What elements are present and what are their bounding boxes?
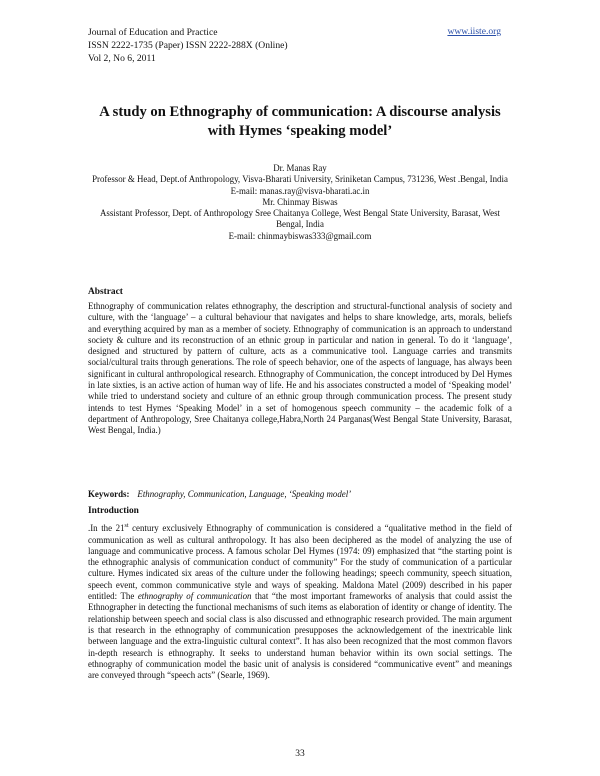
keywords-line [88, 489, 512, 499]
intro-text-end: that “the most important frameworks of analysis that could assist the Ethnographer in detecting the functional mechanisms of such items as elaboration of identity or change of identity. The relationship between speech and social class is also discussed and ethnographic research provided. The main argument is that research in the ethnography of communication presupposes the acknowledgement of the inextricable link between language and the extra-linguistic cultural context”. It has also been recognized that the most common flavors in-depth research is ethnography. It seeks to understand human behavior within its own social settings. The ethnography of communication model the basic unit of analysis is considered “communicative event” and meanings are conveyed through “speech acts” (Searle, 1969). [88, 591, 512, 681]
keywords-text: Ethnography, Communication, Language, ‘Speaking model’ [137, 489, 352, 499]
intro-text-start: .In the 21 [88, 523, 125, 534]
intro-text-middle: century exclusively Ethnography of communication is considered a “qualitative method in the field of communication as well as cultural anthropology. It has also been deciphered as the model of analyzing the use of language and communicative process. A famous scholar Del Hymes (1974: 09) emphasized that “the starting point is the ethnographic analysis of communication conduct of community” For the study of communication of a particular culture. Hymes indicated six areas of the culture under the following headings; speech community, speech situation, speech event, common communicative style and ways of speaking. Maldona Matel (2009) described in his paper entitled: The [88, 523, 512, 602]
introduction-heading: Introduction [88, 506, 139, 516]
author-block [88, 163, 512, 242]
page-number: 33 [295, 749, 305, 759]
author1-name: Dr. Manas Ray [273, 163, 327, 173]
paper-title: A study on Ethnography of communication: A discourse analysis with Hymes ‘speaking model’ [99, 104, 501, 139]
journal-header [88, 26, 288, 65]
journal-issn: ISSN 2222-1735 (Paper) ISSN 2222-288X (Online) [88, 40, 288, 51]
intro-italic-title: ethnography of communication [137, 591, 252, 602]
journal-volume: Vol 2, No 6, 2011 [88, 53, 156, 64]
journal-name: Journal of Education and Practice [88, 27, 218, 38]
author2-email: E-mail: chinmaybiswas333@gmail.com [228, 230, 372, 241]
intro-superscript: st [124, 523, 129, 530]
author2-affiliation: Assistant Professor, Dept. of Anthropology Sree Chaitanya College, West Bengal State University, Barasat, West Bengal, India [99, 208, 501, 230]
abstract-heading: Abstract [88, 287, 123, 297]
introduction-paragraph [88, 523, 512, 681]
introduction-section [88, 506, 512, 681]
keywords-label: Keywords: [88, 489, 130, 499]
author2-name: Mr. Chinmay Biswas [262, 196, 338, 207]
abstract-text: Ethnography of communication relates ethnography, the description and structural-functional analysis of society and culture, with the ‘language’ – a cultural behaviour that navigates and helps to share knowledge, arts, morals, beliefs and everything acquired by man as a member of society. Ethnography of communication is an approach to understand society & culture and its reconstruction of an ethnic group in particular and nation in general. To do it ‘language’, designed and structured by pattern of culture, acts as a communicative tool. Language carries and transmits social/cultural traits through generations. The role of speech behavior, one of the aspects of language, has always been significant in cultural anthropological research. Ethnography of Communication, the concept introduced by Del Hymes in late sixties, is an active action of human way of life. He and his associates constructed a model of ‘Speaking model’ while tried to understand society and culture of an ethnic group through communication process. The present study intends to test Hymes ‘Speaking Model’ in a set of homogenous speech community – the academic folk of a department of Anthropology, Sree Chaitanya college,Habra,North 24 Parganas(West Bengal State University, Barasat, West Bengal, India.) [88, 301, 512, 436]
journal-website-link[interactable]: www.iiste.org [447, 26, 501, 37]
author1-affiliation: Professor & Head, Dept.of Anthropology, Visva-Bharati University, Sriniketan Campus, 731236, West .Bengal, India E-mail: manas.ray@visva-bharati.ac.in [92, 174, 508, 196]
